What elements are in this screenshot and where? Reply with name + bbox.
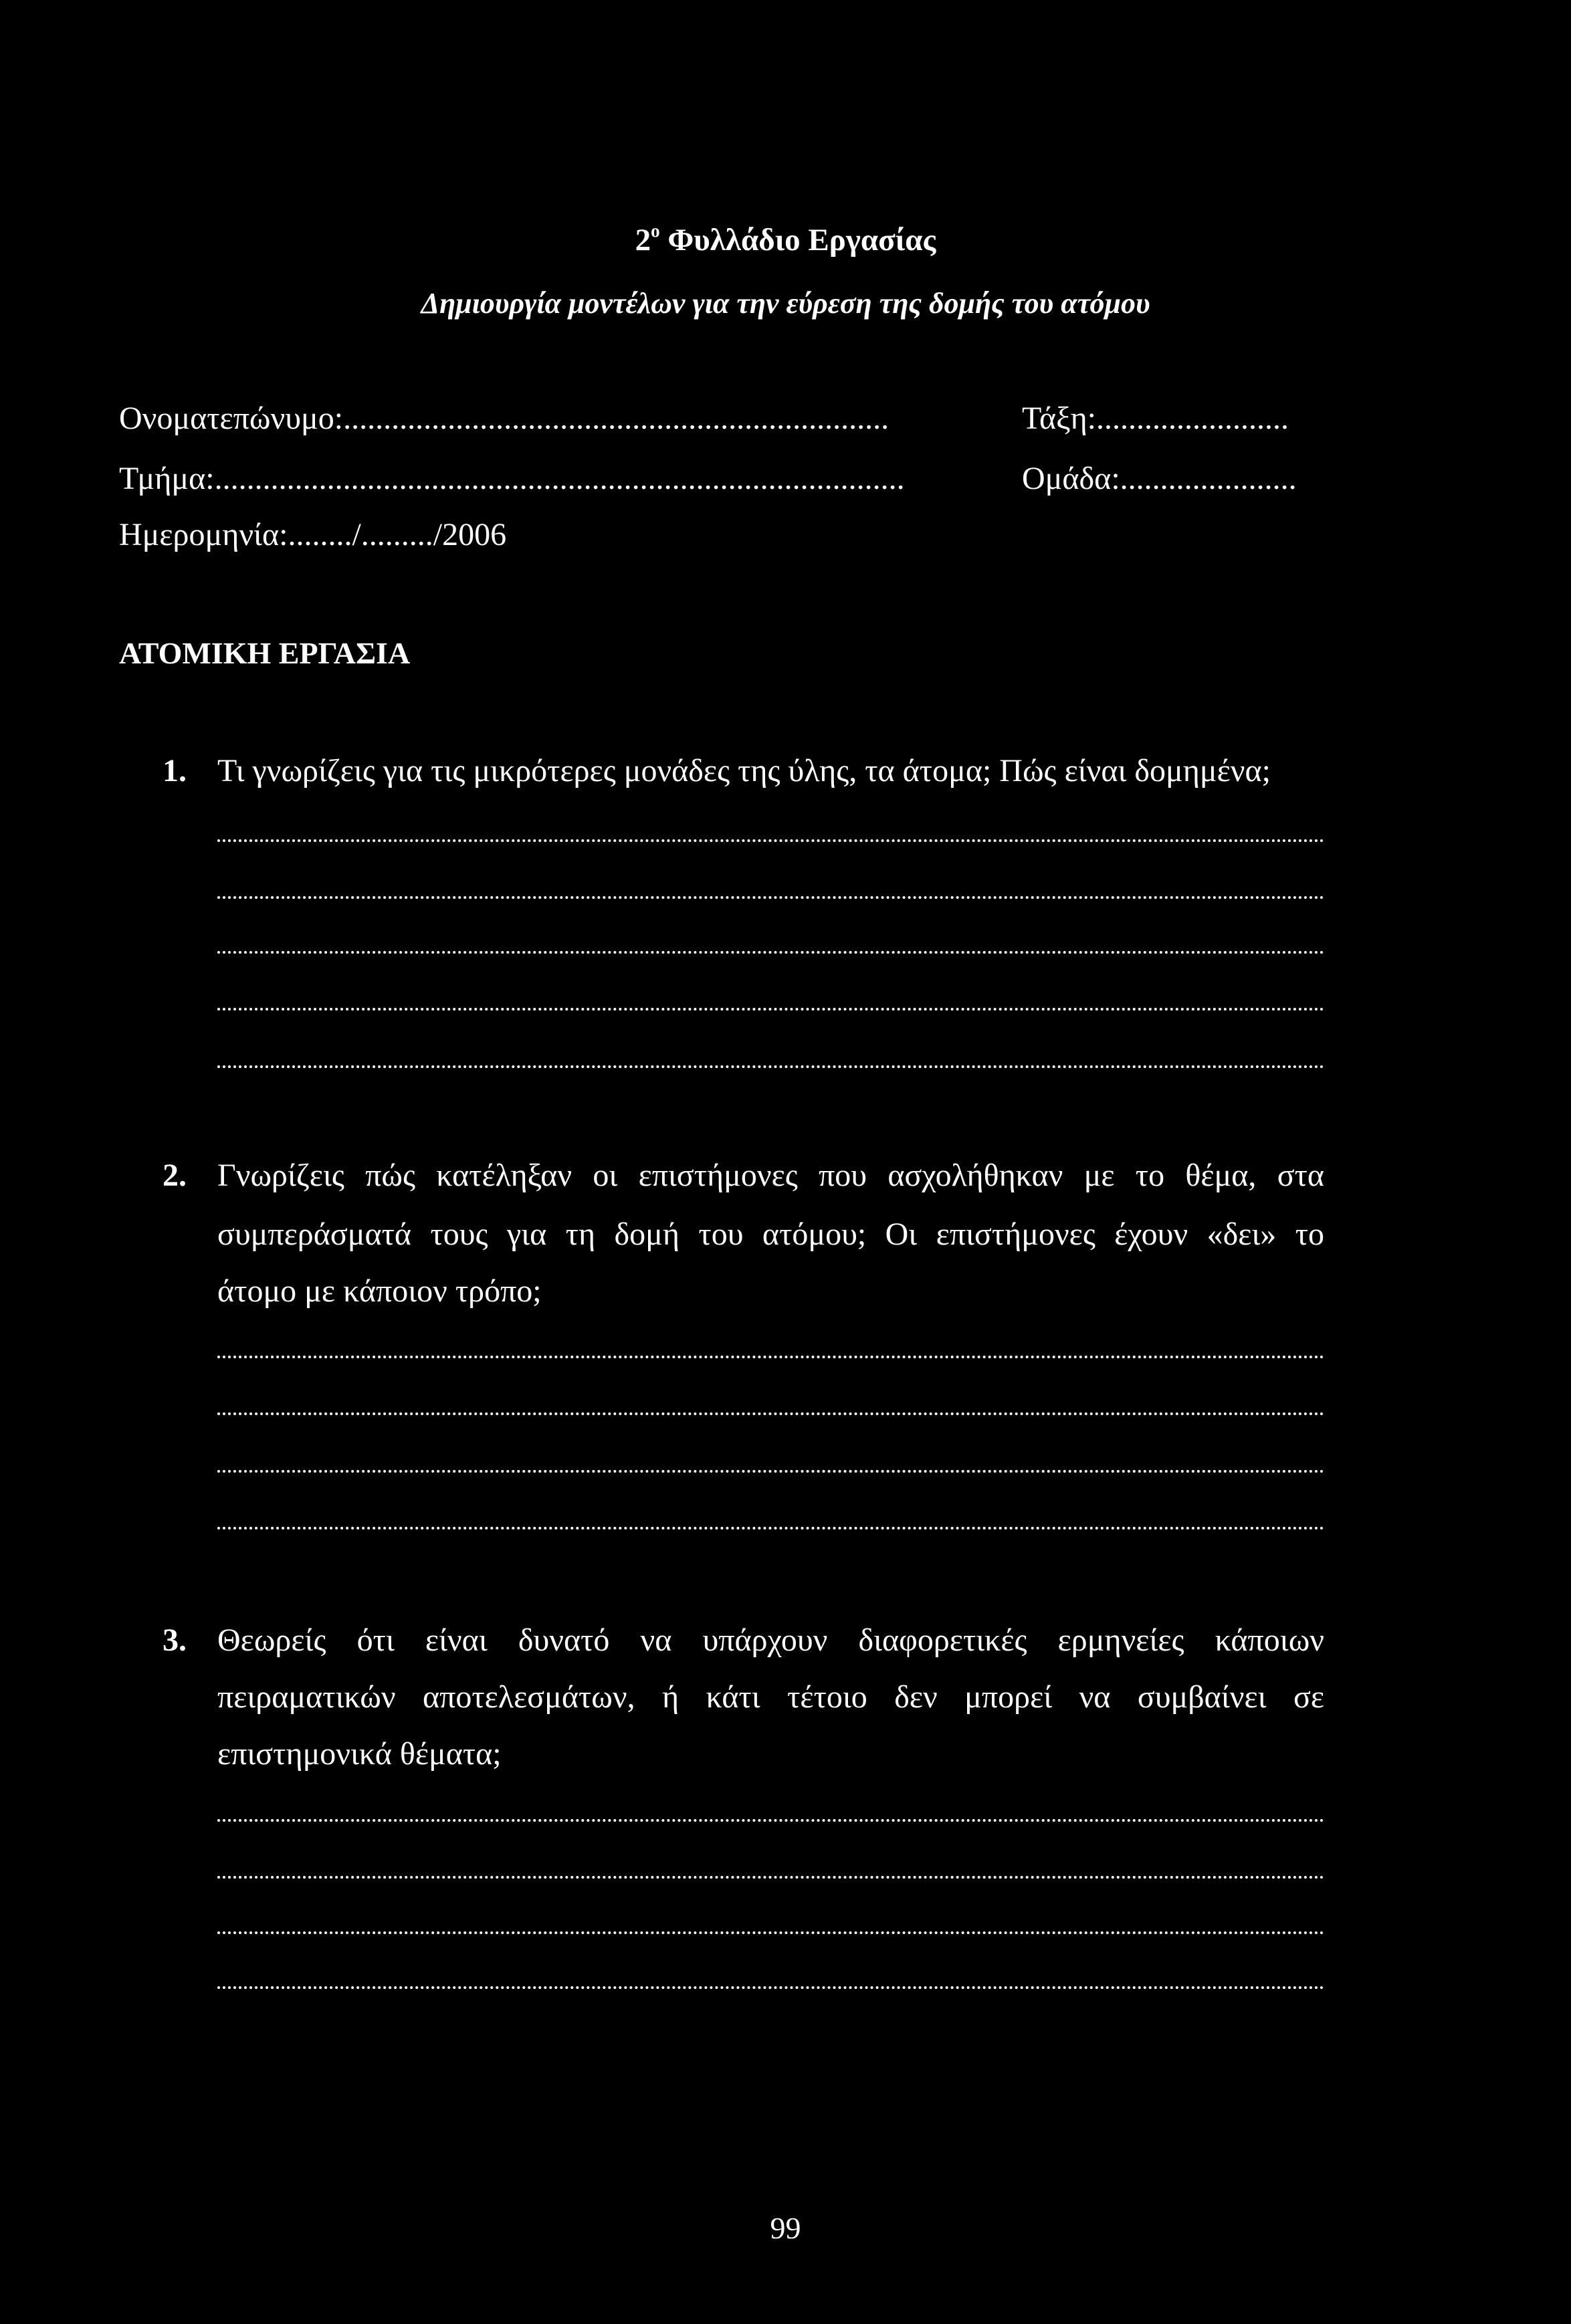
answer-line[interactable] [217,839,1324,842]
question-3-line-1: Θεωρείς ότι είναι δυνατό να υπάρχουν διαφορετικές ερμηνείες κάποιων [217,1622,1324,1658]
question-1-text: Τι γνωρίζεις για τις μικρότερες μονάδες της ύλης, τα άτομα; Πώς είναι δομημένα; [217,753,1271,788]
question-2-line-3: άτομο με κάποιον τρόπο; [217,1273,542,1309]
page-number: 99 [770,2211,801,2245]
question-3-line-2: πειραματικών αποτελεσμάτων, ή κάτι τέτοιο δεν μπορεί να συμβαίνει σε [217,1679,1324,1715]
name-label: Ονοματεπώνυμο: [119,401,344,436]
question-2-line-2: συμπεράσματά τους για τη δομή του ατόμου; Οι επιστήμονες έχουν «δει» το [217,1217,1324,1252]
date-label: Ημερομηνία: [119,517,288,552]
worksheet-title [0,221,1571,258]
answer-line[interactable] [217,1065,1324,1068]
answer-line[interactable] [217,1412,1324,1415]
class-label: Τάξη: [1022,401,1096,436]
question-3-line-3: επιστημονικά θέματα; [217,1736,502,1772]
name-blank: .................................................................... [343,401,889,436]
class-field[interactable] [1022,400,1289,437]
answer-line[interactable] [217,1527,1324,1529]
department-blank: ...................................................................................... [214,461,905,496]
answer-line[interactable] [217,896,1324,899]
answer-line[interactable] [217,1931,1324,1934]
title-superscript: ο [651,221,660,241]
question-2-number: 2. [163,1158,187,1193]
title-text: Φυλλάδιο Εργασίας [659,223,936,257]
department-label: Τμήμα: [119,461,215,496]
question-2-line-1: Γνωρίζεις πώς κατέληξαν οι επιστήμονες που ασχολήθηκαν με το θέμα, στα [217,1158,1324,1193]
question-3-number: 3. [163,1622,187,1658]
name-field[interactable] [119,400,889,437]
group-blank: ...................... [1120,461,1297,496]
question-1-number: 1. [163,753,187,788]
answer-line[interactable] [217,1986,1324,1989]
group-label: Ομάδα: [1022,461,1120,496]
answer-line[interactable] [217,1876,1324,1879]
date-field[interactable] [119,516,506,553]
worksheet-subtitle: Δημιουργία μοντέλων για την εύρεση της δομής του ατόμου [421,287,1150,320]
class-blank: ........................ [1096,401,1289,436]
answer-line[interactable] [217,1819,1324,1822]
date-blank: ......../........./2006 [288,517,507,552]
title-number: 2 [635,223,651,257]
answer-line[interactable] [217,1008,1324,1011]
answer-line[interactable] [217,951,1324,954]
answer-line[interactable] [217,1356,1324,1358]
group-field[interactable] [1022,460,1297,497]
section-title: ΑΤΟΜΙΚΗ ΕΡΓΑΣΙΑ [119,636,411,670]
department-field[interactable] [119,460,905,497]
answer-line[interactable] [217,1470,1324,1473]
